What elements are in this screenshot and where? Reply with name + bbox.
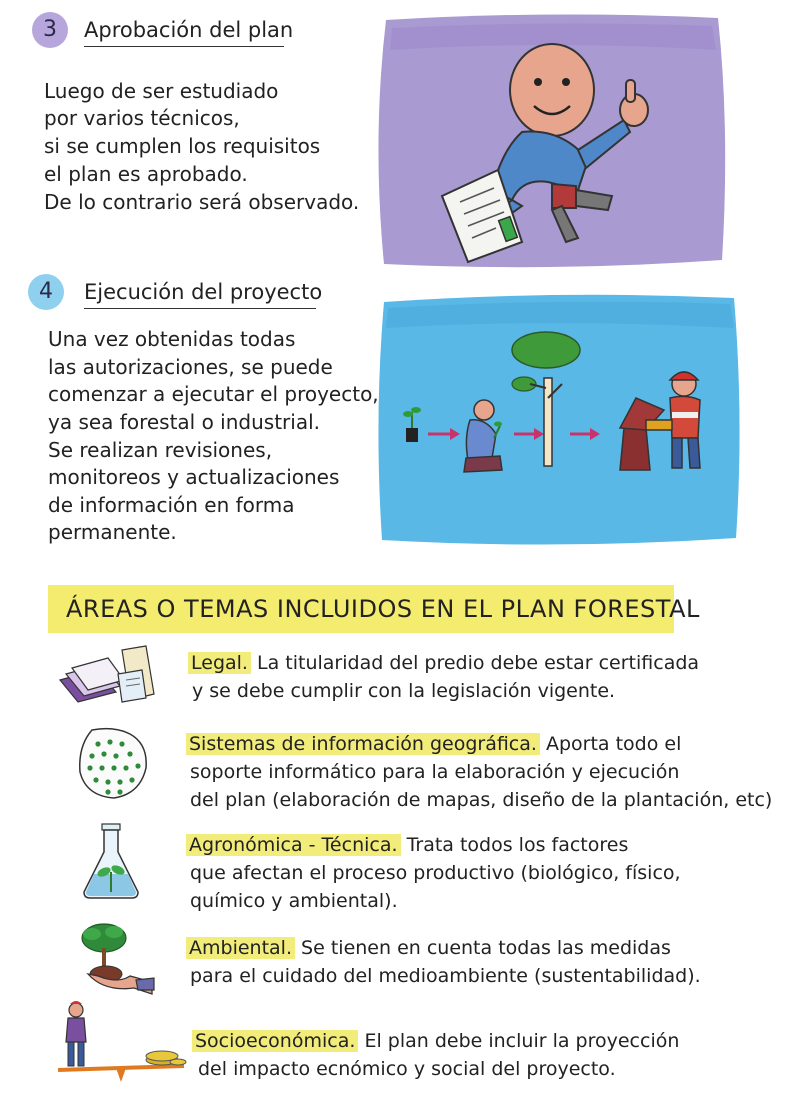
step-3-title: Aprobación del plan xyxy=(84,18,294,42)
step-3-line: el plan es aprobado. xyxy=(44,162,248,186)
area-ambiental xyxy=(186,937,671,959)
area-socioeconomica-line-2: del impacto ecnómico y social del proyecto. xyxy=(198,1058,616,1080)
step-4-title: Ejecución del proyecto xyxy=(84,280,323,304)
balance-person-icon xyxy=(54,996,194,1086)
area-sig-line: Aporta todo el xyxy=(545,733,682,755)
step-4-badge: 4 xyxy=(28,274,64,310)
area-sig-label: Sistemas de información geográfica. xyxy=(186,733,540,755)
flask-icon xyxy=(76,822,146,902)
documents-icon xyxy=(56,640,166,706)
step-3-badge: 3 xyxy=(32,12,68,48)
area-agronomica-line-2: que afectan el proceso productivo (biológico, físico, xyxy=(190,862,681,884)
step-3-line: De lo contrario será observado. xyxy=(44,190,360,214)
area-ambiental-label: Ambiental. xyxy=(186,937,295,959)
area-sig-line-3: del plan (elaboración de mapas, diseño de la plantación, etc) xyxy=(190,789,773,811)
area-socioeconomica-label: Socioeconómica. xyxy=(192,1030,358,1052)
area-socioeconomica-line: El plan debe incluir la proyección xyxy=(364,1030,680,1052)
step-3-title-underline xyxy=(84,46,284,47)
step-3-line: por varios técnicos, xyxy=(44,106,240,130)
area-legal-line: La titularidad del predio debe estar certificada xyxy=(257,652,700,674)
step-4-line: de información en forma xyxy=(48,493,295,517)
area-legal-label: Legal. xyxy=(188,652,251,674)
step-4-line: monitoreos y actualizaciones xyxy=(48,465,340,489)
area-agronomica-line: Trata todos los factores xyxy=(406,834,629,856)
area-sig-line-2: soporte informático para la elaboración y ejecución xyxy=(190,761,680,783)
area-ambiental-line: Se tienen en cuenta todas las medidas xyxy=(301,937,671,959)
step-4-line: permanente. xyxy=(48,520,177,544)
area-legal-line-2: y se debe cumplir con la legislación vigente. xyxy=(192,680,616,702)
step-4-line: las autorizaciones, se puede xyxy=(48,355,333,379)
step-4-line: ya sea forestal o industrial. xyxy=(48,410,320,434)
step-4-line: Se realizan revisiones, xyxy=(48,438,273,462)
plant-in-hand-icon xyxy=(74,918,156,998)
approval-illustration xyxy=(372,10,732,272)
map-icon xyxy=(74,724,154,802)
area-agronomica xyxy=(186,834,628,856)
step-4-line: comenzar a ejecutar el proyecto, xyxy=(48,382,379,406)
step-4-line: Una vez obtenidas todas xyxy=(48,327,296,351)
areas-heading: ÁREAS O TEMAS INCLUIDOS EN EL PLAN FORESTAL xyxy=(66,595,700,623)
area-legal xyxy=(188,652,699,674)
step-4-title-underline xyxy=(84,308,316,309)
step-3-line: si se cumplen los requisitos xyxy=(44,134,321,158)
area-agronomica-label: Agronómica - Técnica. xyxy=(186,834,401,856)
area-sig xyxy=(186,733,681,755)
area-ambiental-line-2: para el cuidado del medioambiente (sustentabilidad). xyxy=(190,965,701,987)
area-agronomica-line-3: químico y ambiental). xyxy=(190,890,398,912)
forest-cycle-illustration xyxy=(374,288,744,548)
step-3-line: Luego de ser estudiado xyxy=(44,79,279,103)
area-socioeconomica xyxy=(192,1030,679,1052)
